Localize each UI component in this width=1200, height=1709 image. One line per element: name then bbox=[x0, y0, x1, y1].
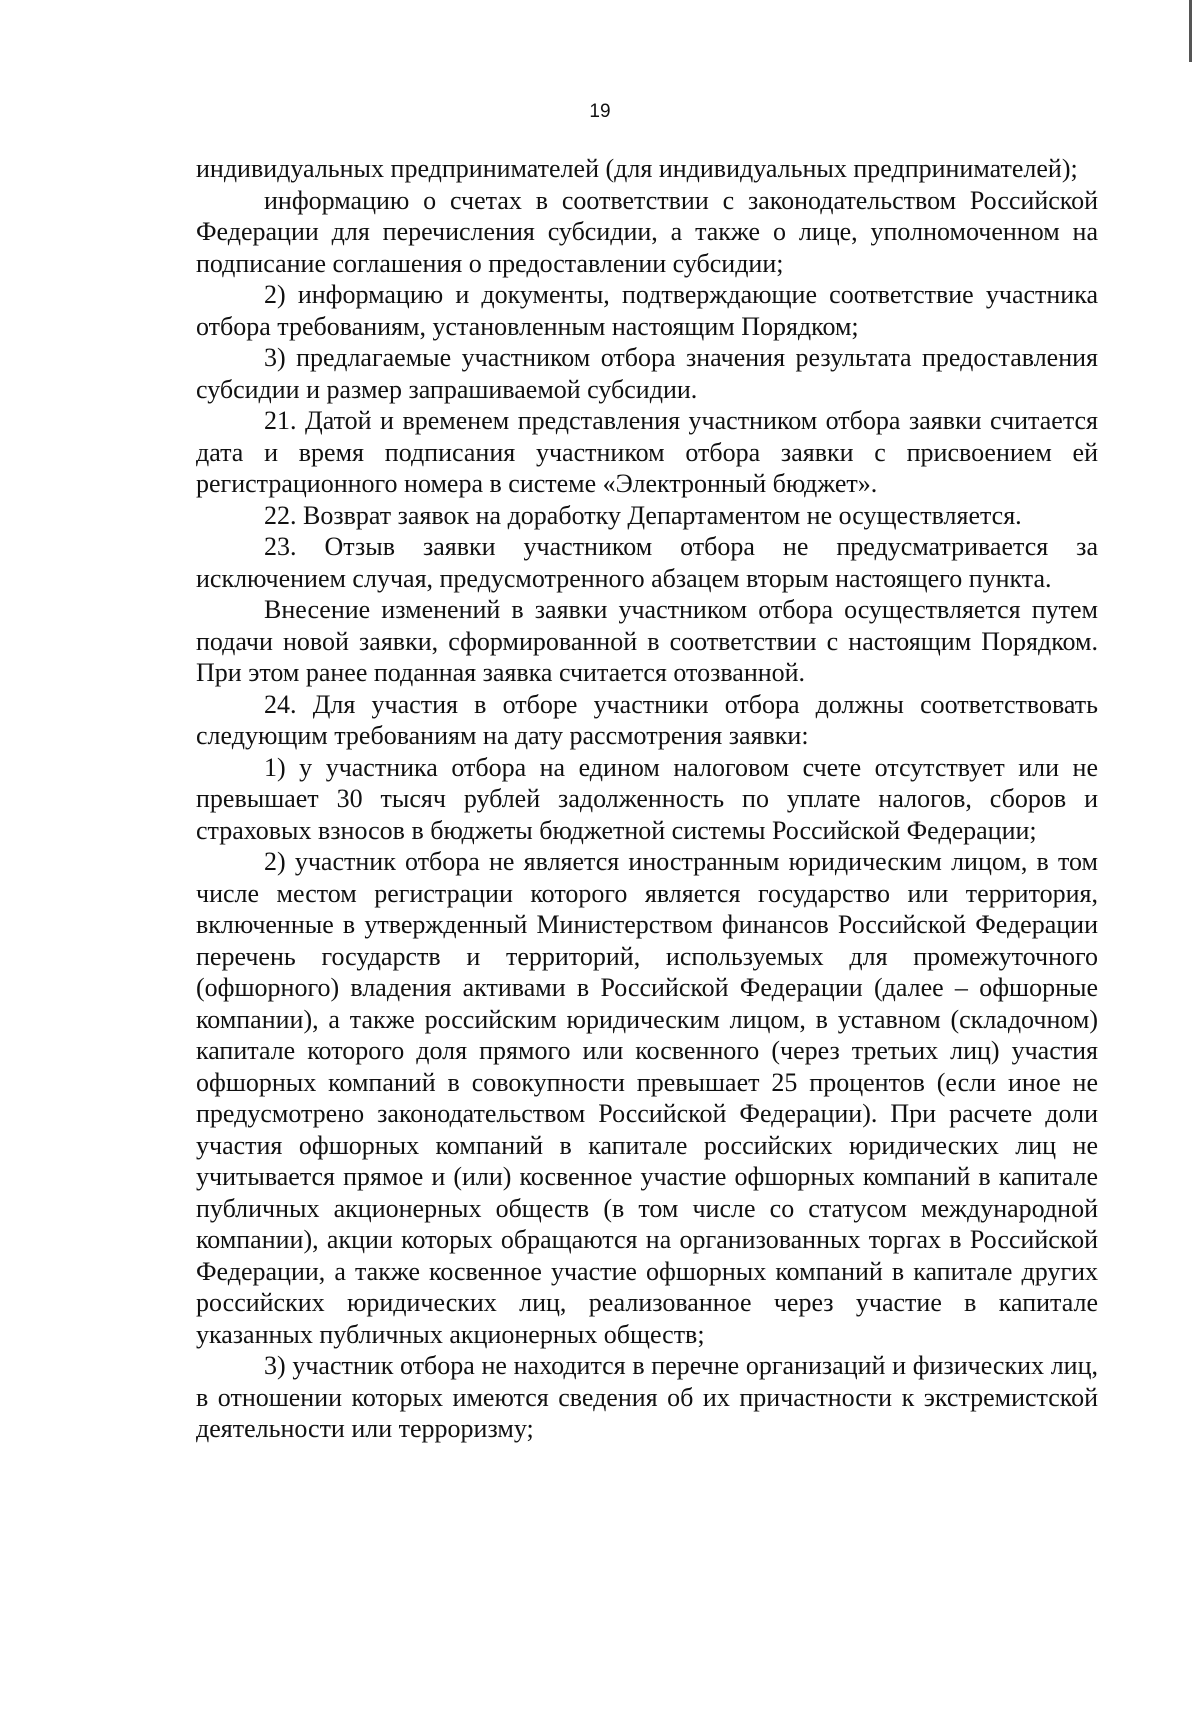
document-body bbox=[196, 153, 1098, 1445]
paragraph: 2) участник отбора не является иностранным юридическим лицом, в том числе местом регистрации которого является государство или территория, включенные в утвержденный Министерством финансов Российской Федерации перечень государств и территорий, используемых для промежуточного (офшорного) владения активами в Российской Федерации (далее – офшорные компании), а также российским юридическим лицом, в уставном (складочном) капитале которого доля прямого или косвенного (через третьих лиц) участия офшорных компаний в совокупности превышает 25 процентов (если иное не предусмотрено законодательством Российской Федерации). При расчете доли участия офшорных компаний в капитале российских юридических лиц не учитывается прямое и (или) косвенное участие офшорных компаний в капитале публичных акционерных обществ (в том числе со статусом международной компании), акции которых обращаются на организованных торгах в Российской Федерации, а также косвенное участие офшорных компаний в капитале других российских юридических лиц, реализованное через участие в капитале указанных публичных акционерных обществ; bbox=[196, 847, 1098, 1349]
paragraph: 2) информацию и документы, подтверждающие соответствие участника отбора требованиям, установленным настоящим Порядком; bbox=[196, 280, 1098, 341]
paragraph: 24. Для участия в отборе участники отбора должны соответствовать следующим требованиям на дату рассмотрения заявки: bbox=[196, 689, 1098, 750]
paragraph: 23. Отзыв заявки участником отбора не предусматривается за исключением случая, предусмотренного абзацем вторым настоящего пункта. bbox=[196, 532, 1098, 593]
scan-edge-mark bbox=[1189, 0, 1192, 62]
paragraph: 3) предлагаемые участником отбора значения результата предоставления субсидии и размер запрашиваемой субсидии. bbox=[196, 343, 1098, 404]
paragraph: 1) у участника отбора на едином налоговом счете отсутствует или не превышает 30 тысяч рублей задолженность по уплате налогов, сборов и страховых взносов в бюджеты бюджетной системы Российской Федерации; bbox=[196, 752, 1098, 845]
paragraph: 3) участник отбора не находится в перечне организаций и физических лиц, в отношении которых имеются сведения об их причастности к экстремистской деятельности или терроризму; bbox=[196, 1351, 1098, 1443]
paragraph: 21. Датой и временем представления участником отбора заявки считается дата и время подписания участником отбора заявки с присвоением ей регистрационного номера в системе «Электронный бюджет». bbox=[196, 406, 1098, 498]
paragraph: 22. Возврат заявок на доработку Департаментом не осуществляется. bbox=[264, 500, 1022, 530]
paragraph: индивидуальных предпринимателей (для индивидуальных предпринимателей); bbox=[196, 154, 1078, 183]
page-number: 19 bbox=[589, 101, 611, 122]
paragraph: Внесение изменений в заявки участником отбора осуществляется путем подачи новой заявки, сформированной в соответствии с настоящим Порядком. При этом ранее поданная заявка считается отозванной. bbox=[196, 595, 1098, 687]
paragraph: информацию о счетах в соответствии с законодательством Российской Федерации для перечисления субсидии, а также о лице, уполномоченном на подписание соглашения о предоставлении субсидии; bbox=[196, 185, 1098, 278]
